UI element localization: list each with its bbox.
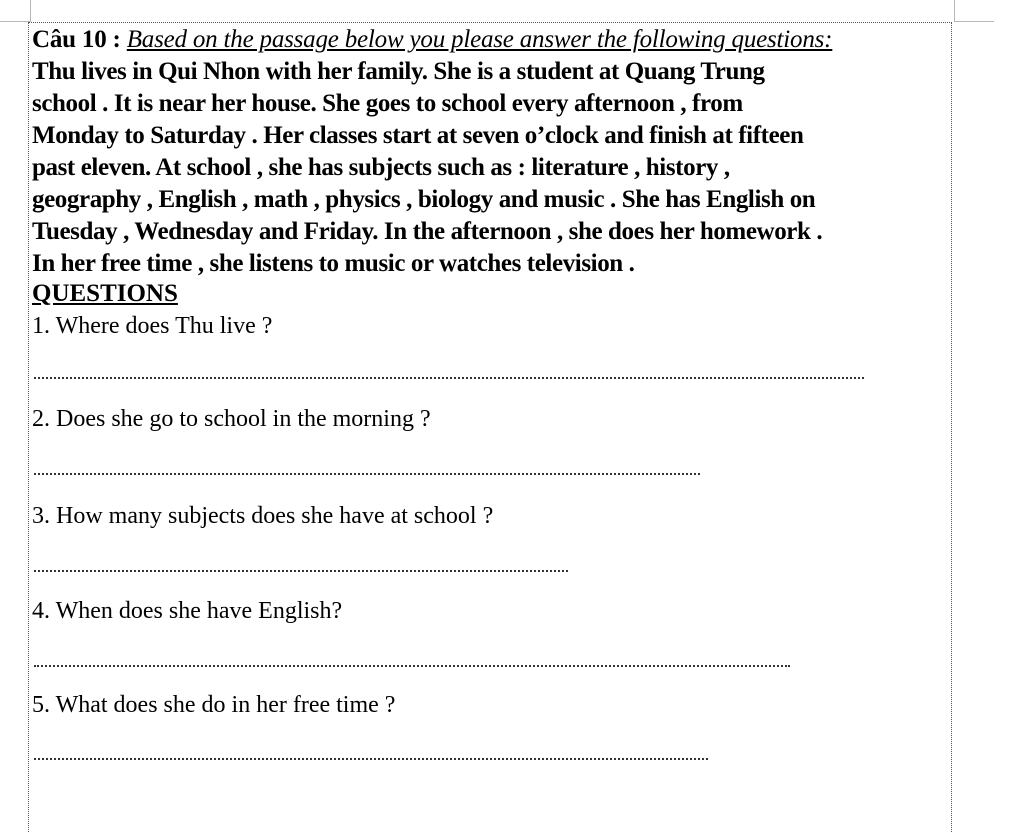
answer-line[interactable] [34, 377, 864, 379]
question-item: 2. Does she go to school in the morning ? [32, 406, 431, 432]
questions-title: QUESTIONS [32, 280, 178, 307]
margin-corner-mark-left [30, 0, 31, 22]
answer-line[interactable] [34, 570, 568, 572]
passage-line: Thu lives in Qui Nhon with her family. She is a student at Quang Trung [32, 58, 765, 85]
margin-corner-mark-right [954, 0, 955, 22]
passage-line: past eleven. At school , she has subjects such as : literature , history , [32, 154, 730, 181]
exercise-label: Câu 10 : [32, 26, 127, 53]
question-item: 1. Where does Thu live ? [32, 313, 273, 339]
question-item: 4. When does she have English? [32, 598, 343, 624]
questions-area [32, 0, 952, 825]
answer-line[interactable] [34, 473, 700, 475]
question-item: 3. How many subjects does she have at school ? [32, 503, 494, 529]
passage-line: school . It is near her house. She goes to school every afternoon , from [32, 90, 743, 117]
passage-line: Monday to Saturday . Her classes start at seven o’clock and finish at fifteen [32, 122, 804, 149]
answer-line[interactable] [34, 758, 708, 760]
question-item: 5. What does she do in her free time ? [32, 692, 396, 718]
answer-line[interactable] [34, 665, 790, 667]
margin-corner-mark-left-horizontal [0, 21, 31, 22]
passage-line: geography , English , math , physics , biology and music . She has English on [32, 186, 816, 213]
exercise-instruction: Based on the passage below you please answer the following questions: [126, 26, 833, 53]
passage-line: Tuesday , Wednesday and Friday. In the afternoon , she does her homework . [32, 218, 823, 245]
margin-corner-mark-right-horizontal [954, 21, 994, 22]
passage-line: In her free time , she listens to music or watches television . [32, 250, 635, 277]
